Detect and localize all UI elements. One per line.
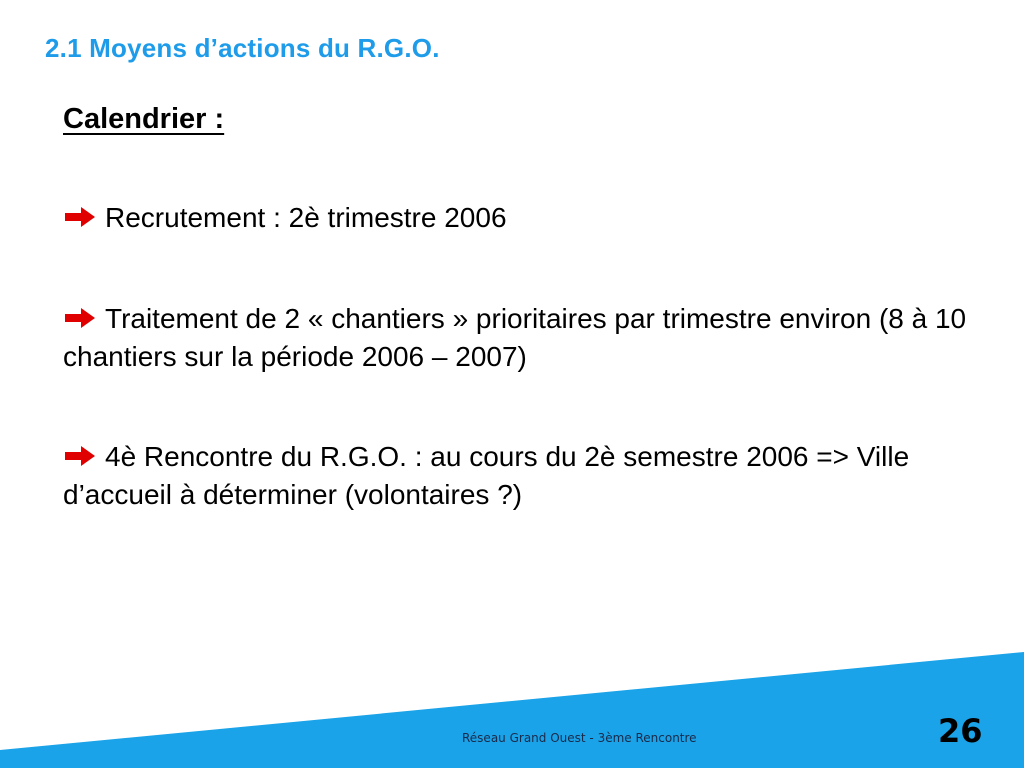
footer-text: Réseau Grand Ouest - 3ème Rencontre bbox=[462, 731, 697, 745]
section-heading: Calendrier : bbox=[63, 103, 225, 135]
bullet-text: 4è Rencontre du R.G.O. : au cours du 2è semestre 2006 => Ville d’accueil à déterminer (volontaires ?) bbox=[63, 441, 910, 510]
bullet-item-1 bbox=[63, 199, 973, 237]
slide-title: 2.1 Moyens d’actions du R.G.O. bbox=[45, 33, 440, 63]
right-arrow-icon bbox=[63, 306, 97, 330]
bullet-item-2 bbox=[63, 300, 973, 376]
page-number: 26 bbox=[938, 712, 983, 750]
bullet-item-3 bbox=[63, 438, 973, 514]
right-arrow-icon bbox=[63, 444, 97, 468]
bullet-text: Recrutement : 2è trimestre 2006 bbox=[105, 202, 507, 233]
right-arrow-icon bbox=[63, 205, 97, 229]
bullet-text: Traitement de 2 « chantiers » prioritaires par trimestre environ (8 à 10 chantiers sur la période 2006 – 2007) bbox=[63, 303, 967, 372]
